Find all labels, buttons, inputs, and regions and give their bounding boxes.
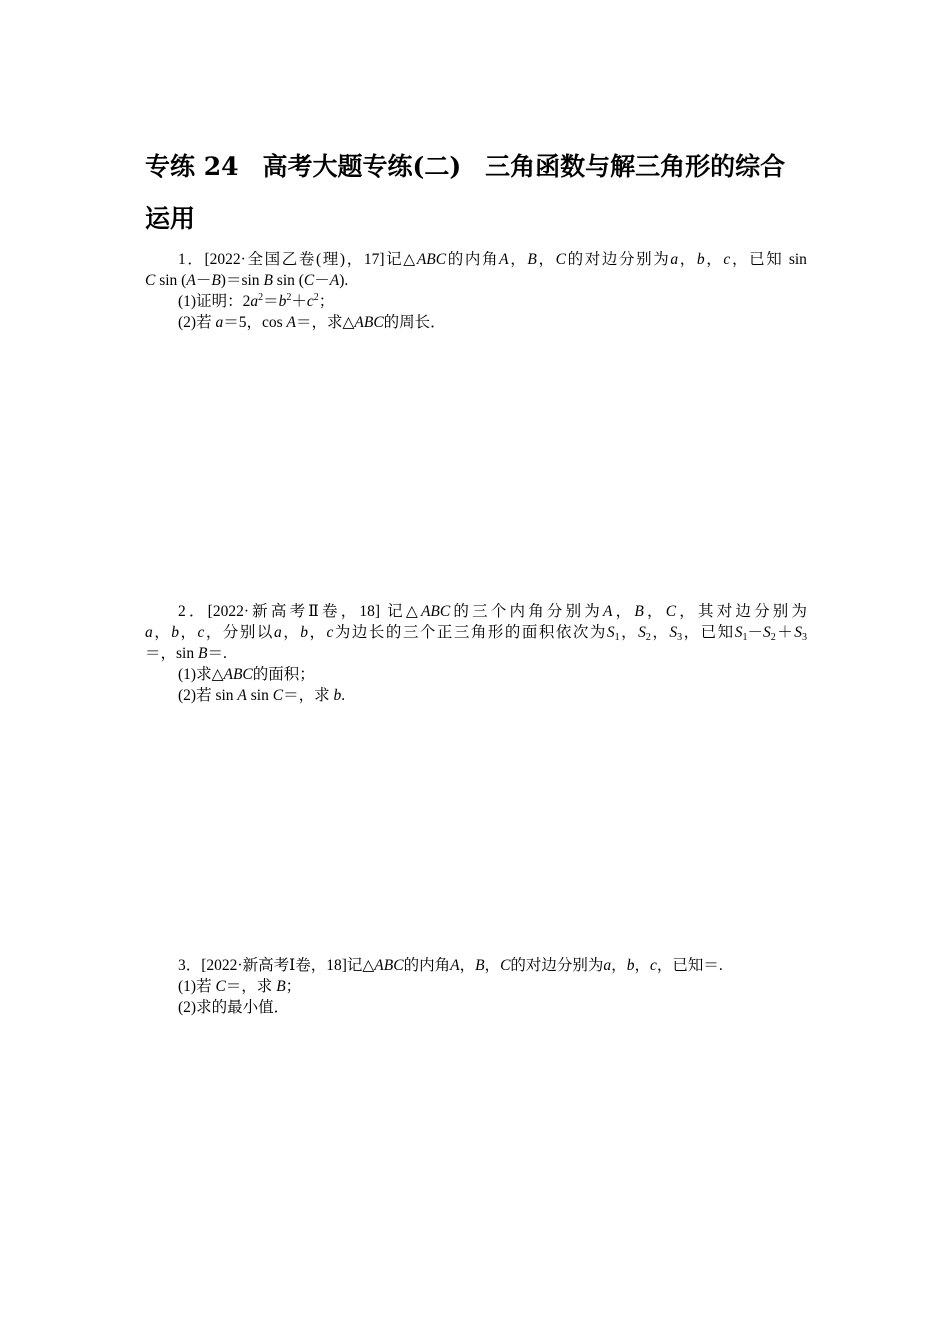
text: ， <box>619 624 639 641</box>
subscript: 2 <box>645 632 651 643</box>
exponent: 2 <box>258 292 264 303</box>
subscript: 1 <box>742 632 748 643</box>
math-var: B <box>634 603 644 620</box>
problem-1-subquestion-2 <box>145 312 807 333</box>
math-var: A <box>450 957 460 974</box>
text: － <box>195 272 212 289</box>
text: (1)证明：2 <box>178 293 251 310</box>
math-var: c <box>306 293 314 310</box>
math-var: S <box>794 624 802 641</box>
math-var: A <box>499 251 509 268</box>
text: sin <box>246 687 273 704</box>
text: 记△ <box>380 603 421 620</box>
math-var: C <box>500 957 511 974</box>
math-var: A <box>329 272 340 289</box>
text: 的面积； <box>252 666 315 683</box>
text: － <box>314 272 330 289</box>
math-var: c <box>326 624 334 641</box>
text: ， <box>508 251 528 268</box>
math-var: a <box>273 624 282 641</box>
text: ； <box>285 978 302 995</box>
math-var: a <box>670 251 679 268</box>
math-var: ABC <box>420 603 451 620</box>
math-var: ABC <box>416 251 447 268</box>
text: ＝. <box>207 645 227 662</box>
text: ＝ <box>263 293 279 310</box>
math-var: b <box>278 293 287 310</box>
math-var: B <box>197 645 208 662</box>
text: ＝，求 <box>283 687 334 704</box>
text: ＋ <box>291 293 307 310</box>
math-var: A <box>237 687 247 704</box>
math-var: A <box>603 603 613 620</box>
math-var: C <box>303 272 315 289</box>
text: 的内角 <box>446 251 500 268</box>
text: ， <box>152 624 172 641</box>
problem-1 <box>145 249 807 333</box>
math-var: C <box>145 272 156 289</box>
text: ). <box>339 272 349 289</box>
text: － <box>747 624 763 641</box>
text: ； <box>318 293 335 310</box>
text: (2)若 <box>178 314 216 331</box>
math-var: B <box>211 272 221 289</box>
text: 的内角 <box>403 957 451 974</box>
math-var: ABC <box>354 314 384 331</box>
text: (1)求△ <box>178 666 224 683</box>
exponent: 2 <box>286 292 292 303</box>
text: ＋ <box>775 624 795 641</box>
page-title <box>145 152 815 182</box>
problem-3 <box>145 955 807 1018</box>
math-var: b <box>300 624 308 641</box>
title-topic: 高考大题专练(二) <box>262 152 462 181</box>
problem-3-subquestion-1 <box>145 976 807 997</box>
problem-2-subquestion-2 <box>145 685 807 706</box>
text: ， <box>650 624 670 641</box>
text: ， <box>281 624 301 641</box>
text: )＝sin <box>220 272 264 289</box>
text: ，已知 <box>682 624 735 641</box>
text: ， <box>678 251 697 268</box>
text: ， <box>536 251 556 268</box>
problem-source: [2022·全国乙卷(理)，17] <box>204 251 385 268</box>
math-var: C <box>272 687 284 704</box>
math-var: C <box>215 978 226 995</box>
math-var: C <box>555 251 566 268</box>
text: sin ( <box>155 272 187 289</box>
math-var: a <box>250 293 259 310</box>
math-var: S <box>734 624 743 641</box>
text: 的三个内角分别为 <box>450 603 604 620</box>
text: 的对边分别为 <box>510 957 604 974</box>
text: ， <box>307 624 327 641</box>
math-var: S <box>669 624 678 641</box>
math-var: c <box>197 624 205 641</box>
problem-number: 3． <box>178 957 202 974</box>
text: (2)若 sin <box>178 687 238 704</box>
math-var: A <box>186 272 196 289</box>
text: sin ( <box>272 272 304 289</box>
math-var: B <box>527 251 537 268</box>
text: ， <box>612 603 635 620</box>
math-var: B <box>276 978 286 995</box>
problem-1-subquestion-1 <box>145 291 807 312</box>
text: 记△ <box>346 957 375 974</box>
math-var: B <box>263 272 273 289</box>
problem-source: [2022·新高考Ⅰ卷，18] <box>201 957 347 974</box>
text: ＝5，cos <box>223 314 287 331</box>
text: ，分别以 <box>204 624 274 641</box>
math-var: C <box>665 603 677 620</box>
text: 的周长． <box>383 314 446 331</box>
title-number: 专练 24 <box>145 152 239 181</box>
problem-2 <box>145 601 807 706</box>
text: ，已知 sin <box>730 251 807 268</box>
text: ， <box>459 957 476 974</box>
math-var: b <box>696 251 705 268</box>
math-var: b <box>333 687 342 704</box>
text: . <box>341 687 346 704</box>
math-var: S <box>762 624 771 641</box>
math-var: c <box>723 251 731 268</box>
math-var: B <box>475 957 485 974</box>
subscript: 3 <box>801 632 807 643</box>
math-var: ABC <box>374 957 404 974</box>
problem-number: 1． <box>178 251 205 268</box>
math-var: a <box>145 624 153 641</box>
text: ， <box>634 957 650 974</box>
math-var: c <box>649 957 657 974</box>
text: ， <box>179 624 198 641</box>
text: 记△ <box>384 251 417 268</box>
subscript: 1 <box>614 632 620 643</box>
text: ，已知＝. <box>656 957 723 974</box>
problem-3-subquestion-2: (2)求的最小值． <box>178 999 290 1016</box>
problem-2-line-3 <box>145 643 807 664</box>
math-var: a <box>603 957 612 974</box>
math-var: ABC <box>223 666 253 683</box>
text: ＝，sin <box>145 645 198 662</box>
text: ＝，求△ <box>295 314 355 331</box>
problem-2-line-1 <box>145 601 807 622</box>
problem-source: [2022·新高考Ⅱ卷，18] <box>207 603 381 620</box>
text: ， <box>484 957 501 974</box>
page-title-continued: 运用 <box>145 204 196 233</box>
subscript: 2 <box>770 632 776 643</box>
text: ， <box>611 957 627 974</box>
text: 为边长的三个正三角形的面积依次为 <box>333 624 607 641</box>
math-var: a <box>215 314 224 331</box>
text: 的对边分别为 <box>565 251 671 268</box>
text: (1)若 <box>178 978 216 995</box>
subscript: 3 <box>677 632 683 643</box>
problem-number: 2． <box>178 603 208 620</box>
math-var: b <box>626 957 635 974</box>
text: ＝，求 <box>225 978 277 995</box>
problem-2-line-2 <box>145 622 807 643</box>
problem-1-line-2 <box>145 270 807 291</box>
text: ， <box>643 603 666 620</box>
math-var: A <box>286 314 296 331</box>
title-subject: 三角函数与解三角形的综合 <box>485 152 786 181</box>
problem-3-line-1 <box>145 955 807 976</box>
exponent: 2 <box>313 292 319 303</box>
math-var: S <box>638 624 646 641</box>
math-var: S <box>606 624 615 641</box>
text: ，其对边分别为 <box>676 603 807 620</box>
problem-2-subquestion-1 <box>145 664 807 685</box>
problem-1-line-1 <box>145 249 807 270</box>
math-var: b <box>171 624 180 641</box>
text: ， <box>704 251 724 268</box>
